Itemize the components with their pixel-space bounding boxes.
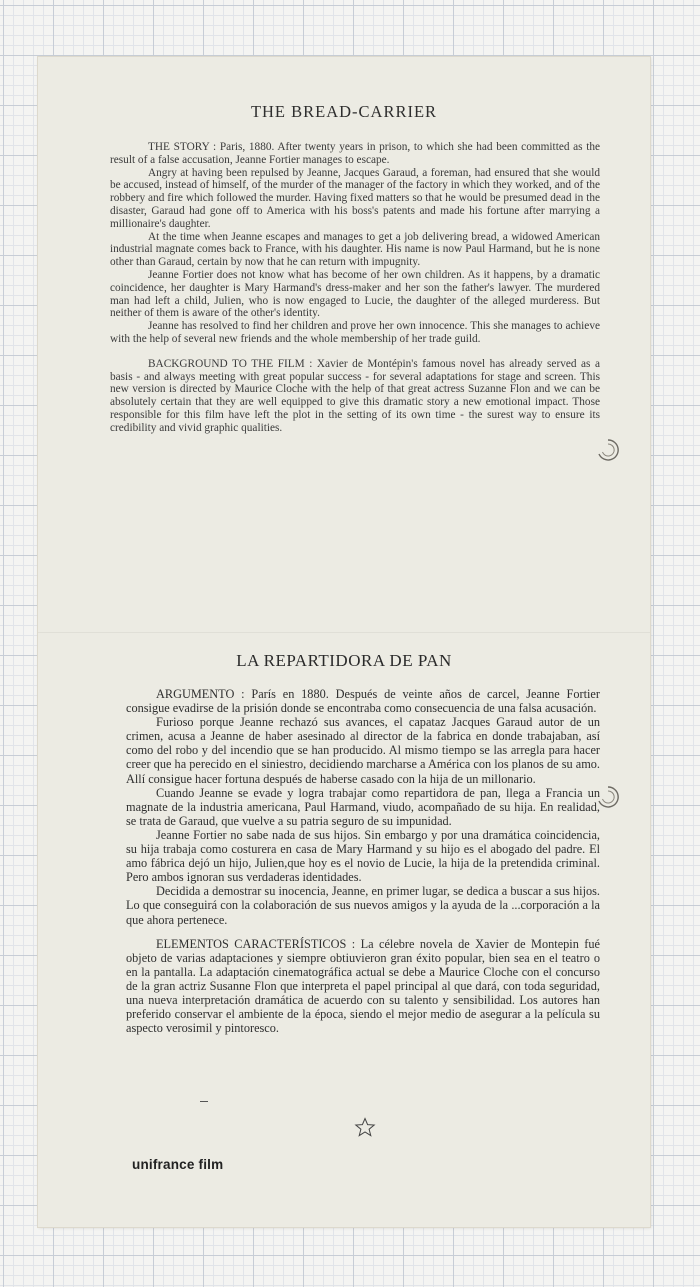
english-paragraph-story: THE STORY : Paris, 1880. After twenty years in prison, to which she had been committed as the result of a false accusation, Jeanne Fortier manages to escape. [110,141,600,166]
spanish-paragraph: Cuando Jeanne se evade y logra trabajar como repartidora de pan, llega a Francia un magnate de la industria americana, Paul Harmand, viudo, acompañado de su hija. En realidad, se trata de Garaud, que vuelve a su patria seguro de su impunidad. [126,785,600,828]
small-dash [200,1101,208,1102]
unifrance-logo: unifrance film [132,1157,224,1172]
spanish-paragraph: Jeanne Fortier no sabe nada de sus hijos. Sin embargo y por una dramática coincidencia, su hija trabaja como costurera en casa de Mary Harmand y su hijo es el abogado del padre. El amo fábrica dejó un hijo, Julien,que hoy es el novio de Lucie, la hija de la pretendida criminal. Pero ambos ignoran sus verdaderas identidades. [126,827,600,885]
hole-reinforcement-icon [595,784,621,810]
spanish-paragraph: Decidida a demostrar su inocencia, Jeanne, en primer lugar, se dedica a buscar a sus hijos. Lo que conseguirá con la colaboración de sus nuevos amigos y la ayuda de la ...corporación a la que ahora pertenece. [126,884,600,927]
english-body [110,141,600,435]
english-paragraph: Jeanne Fortier does not know what has become of her own children. As it happens, by a dramatic coincidence, her daughter is Mary Harmand's dress-maker and her son the father's lawyer. The murdered man had left a child, Julien, who is now engaged to Lucie, the daughter of the alleged murderess. But neither of them is aware of the other's identity. [110,268,600,320]
spanish-paragraph: Furioso porque Jeanne rechazó sus avances, el capataz Jacques Garaud autor de un crimen, acusa a Jeanne de haber asesinado al director de la fabrica en donde trabajaban, así como del robo y del incendio que se han producido. Al mismo tiempo se las arregla para hacer creer que ha perecido en el siniestro, decidiendo marcharse a América con los planos de su amo. Allí consigue hacer fortuna después de haberse casado con la hija de un millonario. [126,715,600,786]
hole-reinforcement-icon [595,437,621,463]
english-paragraph: Jeanne has resolved to find her children and prove her own innocence. This she manages to achieve with the help of several new friends and the whole membership of her trade guild. [110,320,600,345]
spanish-body [126,687,600,1035]
spanish-title: LA REPARTIDORA DE PAN [236,651,452,670]
star-icon [354,1117,376,1137]
press-sheet [38,57,650,1227]
english-paragraph: Angry at having been repulsed by Jeanne, Jacques Garaud, a foreman, had ensured that she would be accused, instead of himself, of the murder of the manager of the factory in which they worked, and of the robbery and fire which followed the murder. Having fixed matters so that he would be presumed dead in the disaster, Garaud had gone off to America with his boss's patents and made his fortune after marrying a millionaire's daughter. [110,166,600,230]
spanish-paragraph-elementos: ELEMENTOS CARACTERÍSTICOS : La célebre novela de Xavier de Montepin fué objeto de varias adaptaciones y siempre obtiuvieron gran éxito popular, bien sea en el teatro o en la pantalla. La adaptación cinematográfica actual se debe a Maurice Cloche con el concurso de la gran actriz Susanne Flon que interpreta el papel principal al que dará, con toda seguridad, una nueva interpretación dramática de acuerdo con su talento y sensibilidad. Los autores han preferido conservar el ambiente de la época, siendo el mejor medio de asegurar a la película su aspecto verosimil y pintoresco. [126,936,600,1036]
english-paragraph-background: BACKGROUND TO THE FILM : Xavier de Montépin's famous novel has already served as a basis - and always meeting with great popular success - for several adaptations for stage and screen. This new version is directed by Maurice Cloche with the help of that great actress Suzanne Flon and we can be absolutely certain that they are well equipped to give this dramatic story a new emotional impact. Those responsible for this film have left the plot in the setting of its own time - the surest way to ensure its credibility and vivid graphic qualities. [110,357,600,434]
fold-line [38,632,650,633]
english-title: THE BREAD-CARRIER [250,102,438,121]
spanish-paragraph-argumento: ARGUMENTO : París en 1880. Después de veinte años de carcel, Jeanne Fortier consigue evadirse de la prisión donde se encontraba como consecuencia de una falsa acusación. [126,687,600,716]
english-paragraph: At the time when Jeanne escapes and manages to get a job delivering bread, a widowed American industrial magnate comes back to France, with his daughter. His name is now Paul Harmand, but he is none other than Garaud, certain by now that he can return with impugnity. [110,230,600,269]
